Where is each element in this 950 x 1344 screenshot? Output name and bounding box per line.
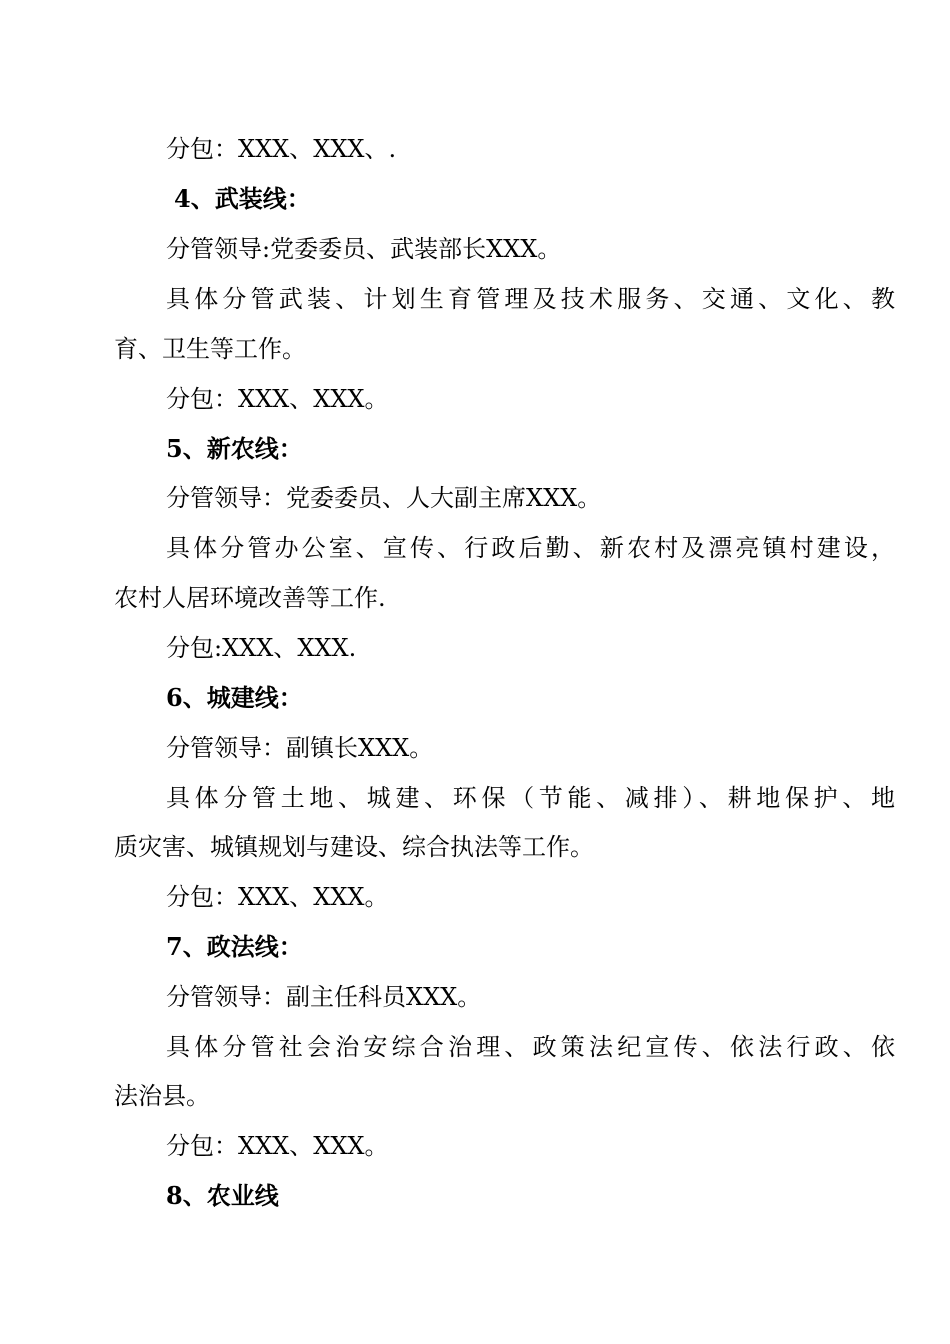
duties-line-5a: 具体分管办公室、宣传、行政后勤、新农村及漂亮镇村建设， — [166, 534, 896, 562]
duties-line-4a: 具体分管武装、计划生育管理及技术服务、交通、文化、教 — [166, 285, 896, 313]
duties-line-5b: 农村人居环境改善等工作. — [114, 584, 386, 612]
section-heading-7: 7、政法线： — [166, 932, 303, 961]
contractor-line-5: 分包:XXX、XXX. — [166, 634, 357, 662]
contractor-line-6: 分包：XXX、XXX。 — [166, 883, 389, 911]
section-heading-4: 4、武装线： — [174, 184, 311, 213]
contractor-line-4: 分包：XXX、XXX。 — [166, 385, 389, 413]
contractor-line-7: 分包：XXX、XXX。 — [166, 1132, 389, 1160]
leader-line-4: 分管领导:党委委员、武装部长XXX。 — [166, 235, 562, 263]
duties-line-6a: 具体分管土地、城建、环保（节能、减排）、耕地保护、地 — [166, 784, 896, 812]
duties-line-7b: 法治县。 — [114, 1082, 210, 1110]
leader-line-7: 分管领导：副主任科员XXX。 — [166, 983, 482, 1011]
duties-line-6b: 质灾害、城镇规划与建设、综合执法等工作。 — [114, 833, 594, 861]
leader-line-6: 分管领导：副镇长XXX。 — [166, 734, 434, 762]
section-heading-6: 6、城建线： — [166, 683, 303, 712]
contractor-line-3: 分包：XXX、XXX、. — [166, 135, 397, 163]
leader-line-5: 分管领导：党委委员、人大副主席XXX。 — [166, 484, 602, 512]
section-heading-5: 5、新农线： — [166, 434, 303, 463]
duties-line-4b: 育、卫生等工作。 — [114, 335, 306, 363]
duties-line-7a: 具体分管社会治安综合治理、政策法纪宣传、依法行政、依 — [166, 1033, 896, 1061]
section-heading-8: 8、农业线 — [166, 1181, 279, 1210]
